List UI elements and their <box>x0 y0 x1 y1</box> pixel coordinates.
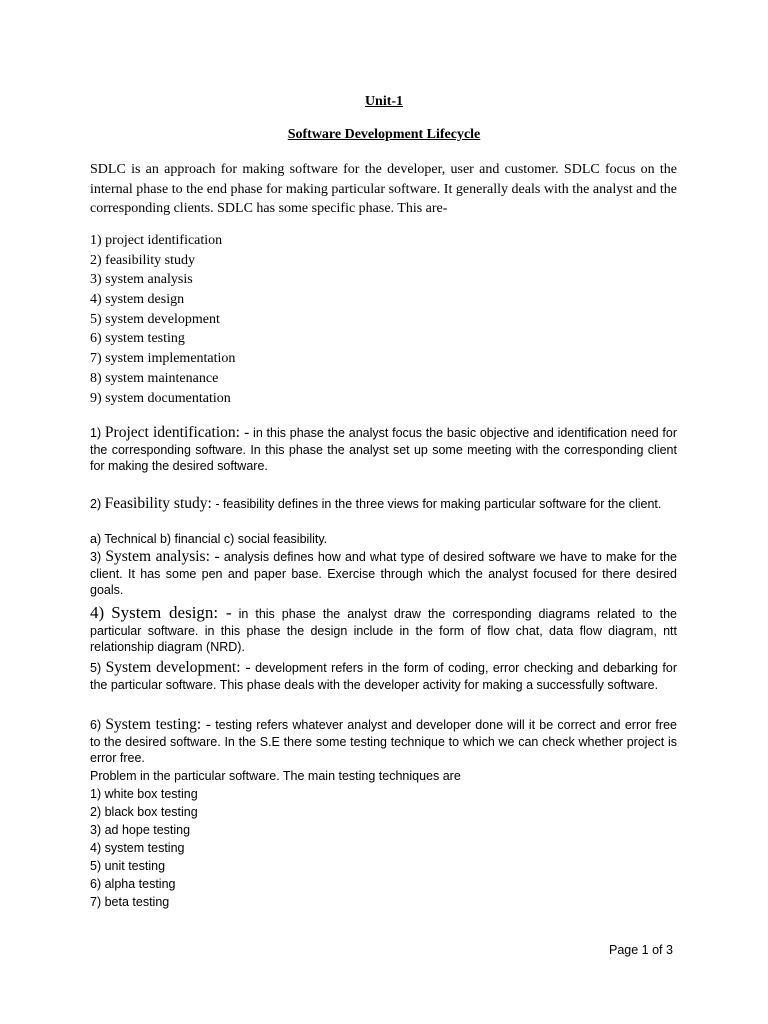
section-number: 3) <box>90 550 102 564</box>
section-number: 4) <box>90 603 105 622</box>
section-number: 1) <box>90 426 102 440</box>
section-number: 5) <box>90 661 102 675</box>
section-number: 2) <box>90 497 102 511</box>
list-item: 4) system testing <box>90 841 185 855</box>
list-item: 1) project identification <box>90 233 223 248</box>
section-feasibility-study <box>90 496 677 513</box>
list-item: 3) ad hope testing <box>90 823 191 837</box>
section-system-design <box>90 605 677 656</box>
section-heading: System design: - <box>111 603 232 622</box>
section-system-development <box>90 660 677 693</box>
section-body: - feasibility defines in the three views for making particular software for the client. <box>215 497 662 511</box>
testing-intro: Problem in the particular software. The main testing techniques are <box>90 769 461 783</box>
section-project-identification <box>90 425 677 475</box>
list-item: 7) system implementation <box>90 351 236 367</box>
document-title: Software Development Lifecycle <box>287 127 481 142</box>
section-heading: Feasibility study: <box>104 495 212 512</box>
list-item: 4) system design <box>90 292 185 308</box>
list-item: 7) beta testing <box>90 895 170 909</box>
section-system-testing <box>90 717 677 767</box>
section-heading: System testing: - <box>105 716 211 733</box>
page-number: Page 1 of 3 <box>609 943 673 957</box>
intro-paragraph: SDLC is an approach for making software for the developer, user and customer. SDLC focus on the internal phase to the end phase for making particular software. It generally deals with the analyst and the corresponding clients. SDLC has some specific phase. This are- <box>90 162 677 217</box>
section-body: in this phase the analyst focus the basic objective and identification need for the corresponding software. In this phase the analyst set up some meeting with the corresponding client for making the desired software. <box>90 426 678 474</box>
section-body: development refers in the form of coding, error checking and debarking for the particular software. This phase deals with the developer activity for making a successfully software. <box>90 661 677 692</box>
list-item: 9) system documentation <box>90 390 231 406</box>
section-body: in this phase the analyst draw the corresponding diagrams related to the particular software. in this phase the design include in the form of flow chat, data flow diagram, ntt relationship diagram (NRD). <box>90 607 677 655</box>
list-item: 2) black box testing <box>90 805 198 819</box>
unit-heading: Unit-1 <box>364 94 404 109</box>
list-item: 6) alpha testing <box>90 877 176 891</box>
list-item: 8) system maintenance <box>90 370 219 386</box>
section-system-analysis <box>90 549 677 599</box>
section-number: 6) <box>90 718 102 732</box>
list-item: 6) system testing <box>90 331 185 347</box>
section-body: analysis defines how and what type of desired software we have to make for the client. It has some pen and paper base. Exercise through which the analyst focused for there desired goals. <box>90 550 678 598</box>
phase-list <box>90 231 235 408</box>
list-item: 2) feasibility study <box>90 252 195 268</box>
section-heading: System development: - <box>105 659 251 676</box>
list-item: 1) white box testing <box>90 787 198 801</box>
list-item: 3) system analysis <box>90 272 193 288</box>
feasibility-types: a) Technical b) financial c) social feasibility. <box>90 532 328 546</box>
section-heading: System analysis: - <box>105 548 220 565</box>
section-heading: Project identification: - <box>104 424 250 441</box>
list-item: 5) unit testing <box>90 859 166 873</box>
list-item: 5) system development <box>90 311 220 327</box>
testing-technique-list <box>90 785 198 911</box>
section-body: testing refers whatever analyst and developer done will it be correct and error free to the desired software. In the S.E there some testing technique to which we can check whether project is error free. <box>90 718 677 766</box>
